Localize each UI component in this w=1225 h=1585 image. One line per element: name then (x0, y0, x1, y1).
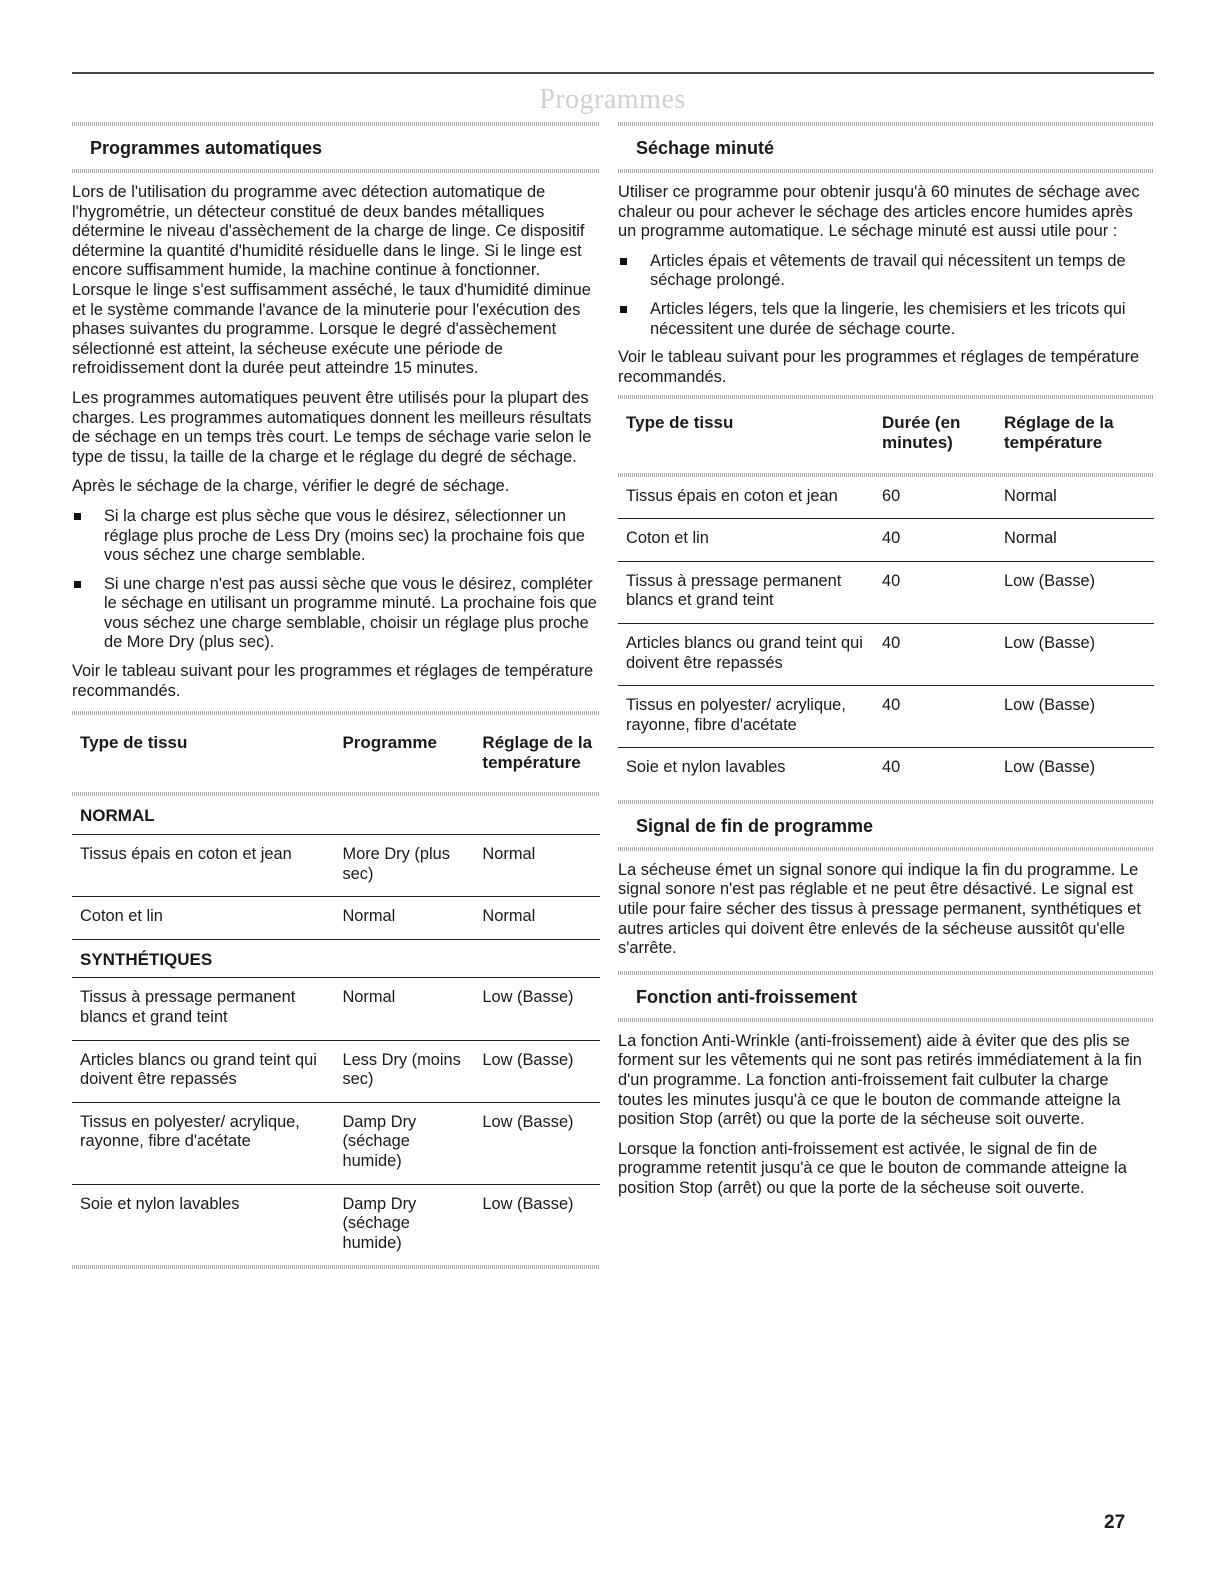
bullet-square-icon (620, 258, 627, 265)
dotted-divider (72, 122, 600, 126)
dotted-divider (72, 792, 600, 796)
category-row (72, 796, 600, 834)
right-column (618, 122, 1154, 1199)
table-cell: Low (Basse) (996, 686, 1154, 748)
column-header: Type de tissu (80, 733, 188, 753)
dotted-divider (618, 800, 1154, 804)
page-title: Programmes (539, 84, 686, 115)
category-label: SYNTHÉTIQUES (72, 939, 600, 978)
paragraph: Utiliser ce programme pour obtenir jusqu'à 60 minutes de séchage avec chaleur ou pour achever le séchage des articles encore humides après un programme automatique. Le séchage minuté est aussi utile pour : (618, 183, 1140, 241)
table-header-row (618, 403, 1154, 472)
table-cell: Coton et lin (618, 519, 874, 562)
table-cell: Tissus à pressage permanent blancs et grand teint (618, 561, 874, 623)
category-label: NORMAL (72, 796, 600, 834)
left-column (72, 122, 600, 1269)
table-cell: Less Dry (moins sec) (334, 1040, 474, 1102)
table-cell: Normal (996, 519, 1154, 562)
paragraph: Lors de l'utilisation du programme avec détection automatique de l'hygrométrie, un détecteur constitué de deux bandes métalliques détermine le niveau d'assèchement de la charge de linge. Ce dispositif détermine la quantité d'humidité résiduelle dans le linge. Si le linge est encore suffisamment humide, la machine continue à fonctionner. Lorsque le linge s'est suffisamment asséché, le taux d'humidité diminue et le système commande l'avance de la minuterie pour l'exécution des phases suivantes du programme. Lorsque le degré d'assèchement sélectionné est atteint, la sécheuse exécute une période de refroidissement dont la durée peut atteindre 15 minutes. (72, 183, 591, 378)
table-row (72, 1102, 600, 1184)
table-cell: Tissus en polyester/ acrylique, rayonne, fibre d'acétate (618, 686, 874, 748)
column-header: Réglage de la température (482, 733, 593, 772)
list-item: Si une charge n'est pas aussi sèche que vous le désirez, compléter le séchage en utilisant un programme minuté. La prochaine fois que vous séchez une charge semblable, choisir un réglage plus proche de More Dry (plus sec). (72, 575, 600, 653)
table-cell: 40 (874, 623, 996, 685)
table-cell: 40 (882, 758, 901, 777)
dotted-divider (618, 169, 1154, 173)
table-cell: Low (Basse) (1004, 758, 1096, 777)
table-cell: Soie et nylon lavables (80, 1194, 240, 1213)
table-cell: 40 (874, 561, 996, 623)
table-row (72, 835, 600, 897)
table-cell: Articles blancs ou grand teint qui doivent être repassés (72, 1040, 334, 1102)
table-row (618, 686, 1154, 748)
dotted-divider (618, 395, 1154, 399)
table-cell: 60 (874, 477, 996, 519)
table-row (618, 519, 1154, 562)
table-header-row (72, 723, 600, 792)
table-cell: Low (Basse) (474, 1102, 600, 1184)
bullet-square-icon (74, 581, 81, 588)
bullet-list (618, 252, 1154, 339)
table-cell: Tissus à pressage permanent blancs et grand teint (72, 978, 334, 1040)
column-header: Type de tissu (626, 413, 734, 433)
category-row (72, 939, 600, 978)
table-cell: Low (Basse) (474, 1040, 600, 1102)
paragraph: Après le séchage de la charge, vérifier le degré de séchage. (72, 477, 510, 496)
table-row (618, 561, 1154, 623)
table-cell: 40 (874, 686, 996, 748)
table-row (72, 1040, 600, 1102)
dotted-divider (618, 473, 1154, 477)
dotted-divider (72, 169, 600, 173)
dotted-divider (618, 122, 1154, 126)
table-cell: More Dry (plus sec) (334, 835, 474, 897)
table-cell: Low (Basse) (474, 978, 600, 1040)
table-cell: Tissus épais en coton et jean (618, 477, 874, 519)
dotted-divider (72, 1265, 600, 1269)
table-cell: Tissus en polyester/ acrylique, rayonne, fibre d'acétate (72, 1102, 334, 1184)
list-item: Articles épais et vêtements de travail qui nécessitent un temps de séchage prolongé. (618, 252, 1154, 291)
section-heading-anti-wrinkle: Fonction anti-froissement (636, 986, 858, 1007)
table-intro: Voir le tableau suivant pour les programmes et réglages de température recommandés. (72, 662, 594, 700)
column-header: Réglage de la température (1004, 413, 1114, 452)
dotted-divider (618, 1018, 1154, 1022)
top-rule (72, 72, 1154, 74)
table-cell: Normal (334, 978, 474, 1040)
dotted-divider (618, 847, 1154, 851)
table-cell: Low (Basse) (996, 561, 1154, 623)
table-row (72, 978, 600, 1040)
table-row (72, 1184, 600, 1265)
section-heading-auto: Programmes automatiques (90, 138, 323, 158)
timed-cycles-table (618, 403, 1154, 790)
table-row (618, 477, 1154, 519)
bullet-square-icon (74, 513, 81, 520)
column-header: Programme (342, 733, 437, 753)
page-number: 27 (1104, 1512, 1126, 1533)
dotted-divider (618, 971, 1154, 975)
table-cell: 40 (874, 519, 996, 562)
paragraph: Lorsque la fonction anti-froissement est activée, le signal de fin de programme retentit jusqu'à ce que le bouton de commande atteigne la position Stop (arrêt) ou que la porte de la sécheuse soit ouverte. (618, 1139, 1127, 1197)
table-cell: Coton et lin (72, 897, 334, 940)
table-cell: Damp Dry (séchage humide) (334, 1102, 474, 1184)
table-cell: Low (Basse) (996, 623, 1154, 685)
table-row (72, 897, 600, 940)
table-cell: Soie et nylon lavables (626, 758, 786, 777)
section-heading-signal: Signal de fin de programme (636, 815, 874, 836)
table-cell: Tissus épais en coton et jean (72, 835, 334, 897)
table-cell: Normal (474, 835, 600, 897)
table-cell: Normal (996, 477, 1154, 519)
table-cell: Normal (334, 897, 474, 940)
paragraph: La fonction Anti-Wrinkle (anti-froissement) aide à éviter que des plis se forment sur les vêtements qui ne sont pas retirés immédiatement à la fin d'un programme. La fonction anti-froissement fait culbuter la charge toutes les minutes jusqu'à ce que le bouton de commande atteigne la position Stop (arrêt) ou que la porte de la sécheuse soit ouverte. (618, 1031, 1142, 1129)
table-cell: Normal (474, 897, 600, 940)
paragraph: La sécheuse émet un signal sonore qui indique la fin du programme. Le signal sonore n'est pas réglable et ne peut être désactivé. Le signal est utile pour faire sécher des tissus à pressage permanent, synthétiques et autres articles qui doivent être enlevés de la sécheuse aussitôt qu'elle s'arrête. (618, 860, 1141, 958)
paragraph: Les programmes automatiques peuvent être utilisés pour la plupart des charges. Les programmes automatiques donnent les meilleurs résultats de séchage en un temps très court. Le temps de séchage varie selon le type de tissu, la taille de la charge et le réglage du degré de séchage. (72, 388, 592, 466)
table-row (618, 623, 1154, 685)
table-cell: Low (Basse) (482, 1194, 574, 1213)
column-header: Durée (en minutes) (882, 413, 961, 452)
bullet-list (72, 507, 600, 653)
list-item: Articles légers, tels que la lingerie, les chemisiers et les tricots qui nécessitent une durée de séchage courte. (618, 300, 1154, 339)
dotted-divider (72, 711, 600, 715)
table-intro: Voir le tableau suivant pour les programmes et réglages de température recommandés. (618, 348, 1140, 386)
section-heading-timed: Séchage minuté (636, 138, 775, 158)
auto-cycles-table (72, 723, 600, 1265)
table-cell: Articles blancs ou grand teint qui doivent être repassés (618, 623, 874, 685)
table-row (618, 748, 1154, 790)
bullet-square-icon (620, 306, 627, 313)
table-cell: Damp Dry (séchage humide) (342, 1194, 417, 1252)
list-item: Si la charge est plus sèche que vous le désirez, sélectionner un réglage plus proche de Less Dry (moins sec) la prochaine fois que vous séchez une charge semblable. (72, 507, 600, 566)
